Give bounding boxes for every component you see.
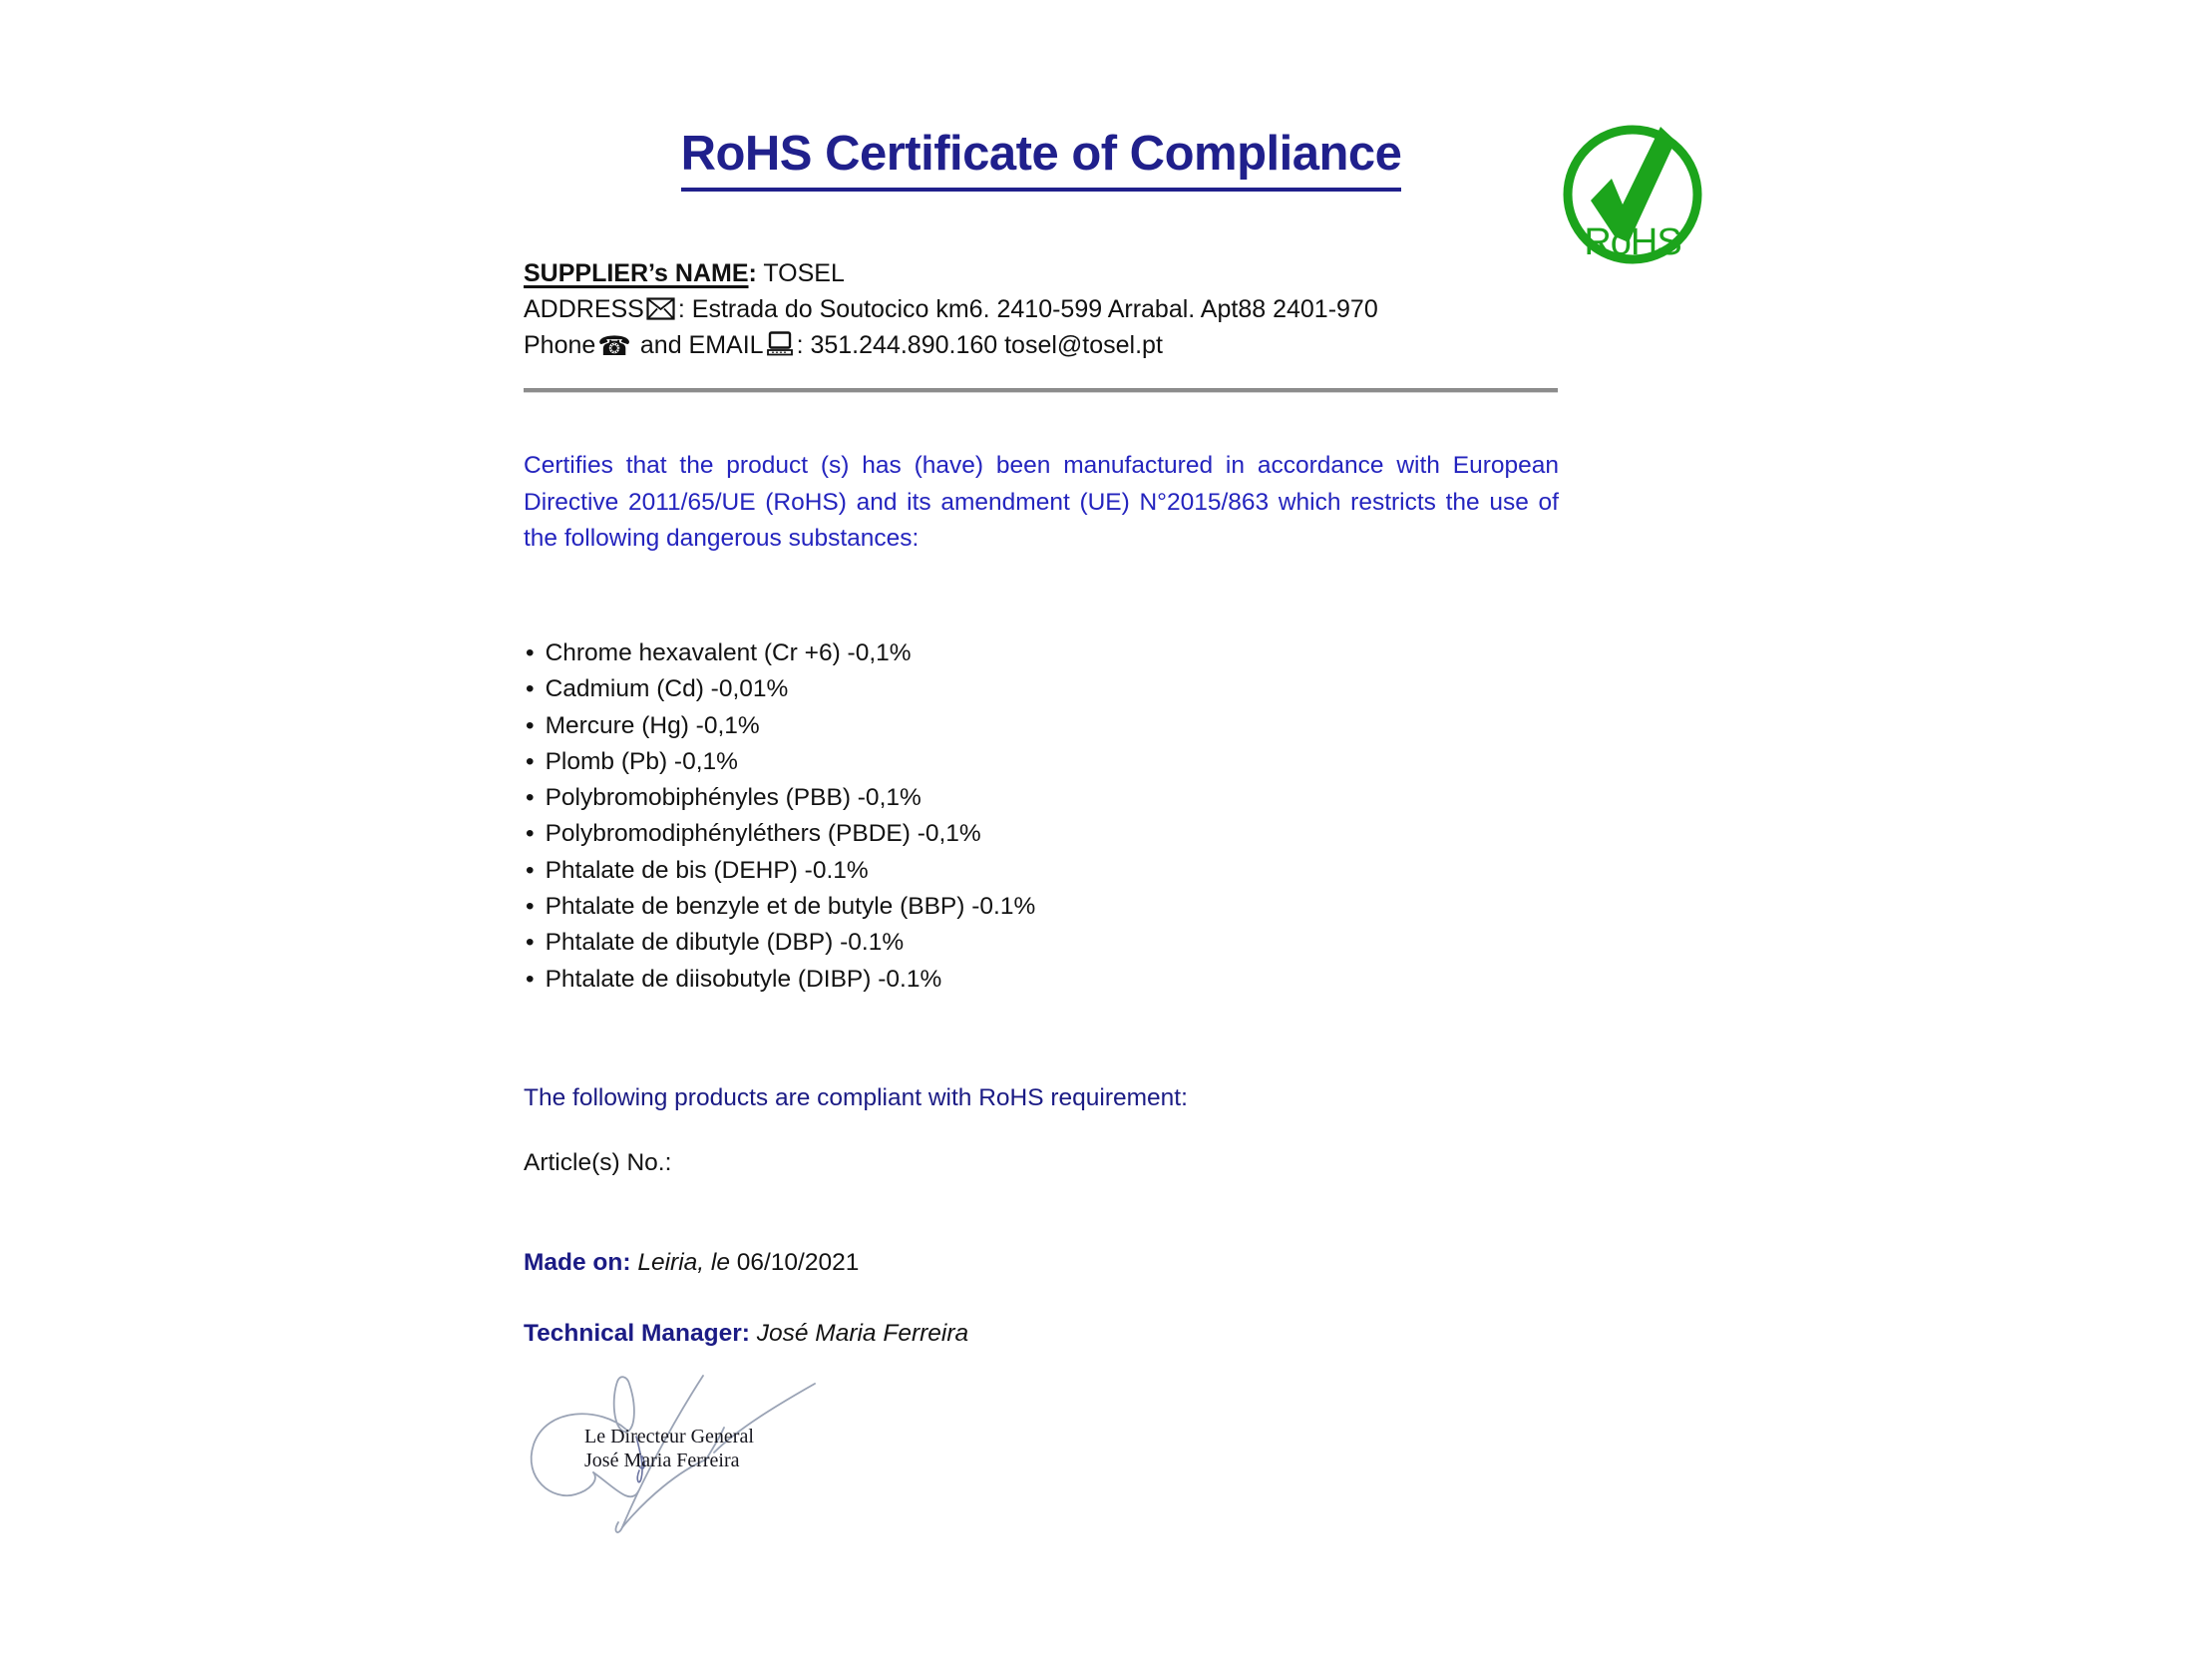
email-label: and EMAIL: [632, 331, 764, 359]
computer-icon: [766, 331, 794, 356]
substance-item: • Polybromodiphényléthers (PBDE) -0,1%: [526, 816, 1035, 852]
rohs-logo-text: RoHS: [1584, 221, 1681, 263]
supplier-name-colon: :: [748, 259, 757, 287]
rohs-logo: [1558, 116, 1711, 269]
substance-item: • Phtalate de bis (DEHP) -0.1%: [526, 853, 1035, 889]
substance-item: • Chrome hexavalent (Cr +6) -0,1%: [526, 635, 1035, 671]
made-on-label: Made on:: [524, 1249, 631, 1276]
supplier-name-line: [524, 255, 1641, 291]
made-on-line: [524, 1249, 859, 1277]
phone-label: Phone: [524, 331, 596, 359]
substance-item: • Phtalate de diisobutyle (DIBP) -0.1%: [526, 962, 1035, 998]
envelope-icon: [646, 297, 675, 320]
technical-manager-label: Technical Manager:: [524, 1320, 750, 1347]
certification-paragraph: Certifies that the product (s) has (have) been manufactured in accordance with European Directive 2011/65/UE (RoHS) and its amendment (UE) N°2015/863 which restricts the use of the following dangerous substances:: [524, 452, 1559, 552]
substance-item: • Cadmium (Cd) -0,01%: [526, 671, 1035, 707]
supplier-name-label: SUPPLIER’s NAME: [524, 259, 749, 287]
substance-item: • Polybromobiphényles (PBB) -0,1%: [526, 780, 1035, 816]
horizontal-divider: [524, 388, 1558, 393]
supplier-name-value: TOSEL: [756, 259, 845, 287]
signature-title: Le Directeur General: [584, 1426, 754, 1448]
supplier-contact-line: [524, 327, 1641, 363]
supplier-address-line: [524, 291, 1641, 327]
substance-item: • Phtalate de dibutyle (DBP) -0.1%: [526, 925, 1035, 961]
title-wrap: [524, 128, 1559, 192]
substance-item: • Mercure (Hg) -0,1%: [526, 708, 1035, 744]
telephone-icon: ☎: [597, 331, 631, 362]
substance-item: • Phtalate de benzyle et de butyle (BBP) -0.1%: [526, 889, 1035, 925]
signature-name: José Maria Ferreira: [584, 1450, 740, 1471]
made-on-place: Leiria, le: [630, 1249, 737, 1276]
technical-manager-line: [524, 1320, 968, 1348]
made-on-date: 06/10/2021: [736, 1249, 860, 1276]
signature-icon: [519, 1367, 818, 1596]
signature-text: [584, 1425, 754, 1472]
substances-list: [526, 635, 1035, 998]
contact-value: : 351.244.890.160 tosel@tosel.pt: [796, 331, 1163, 359]
substance-item: • Plomb (Pb) -0,1%: [526, 744, 1035, 780]
technical-manager-name: José Maria Ferreira: [749, 1320, 969, 1347]
page-title: RoHS Certificate of Compliance: [681, 128, 1402, 192]
address-value: : Estrada do Soutocico km6. 2410-599 Arrabal. Apt88 2401-970: [677, 295, 1378, 323]
signature-block: [519, 1367, 818, 1596]
compliance-statement: The following products are compliant with RoHS requirement:: [524, 1084, 1188, 1111]
address-label: ADDRESS: [524, 295, 644, 323]
article-number-line: Article(s) No.:: [524, 1149, 672, 1176]
supplier-block: [524, 255, 1641, 363]
